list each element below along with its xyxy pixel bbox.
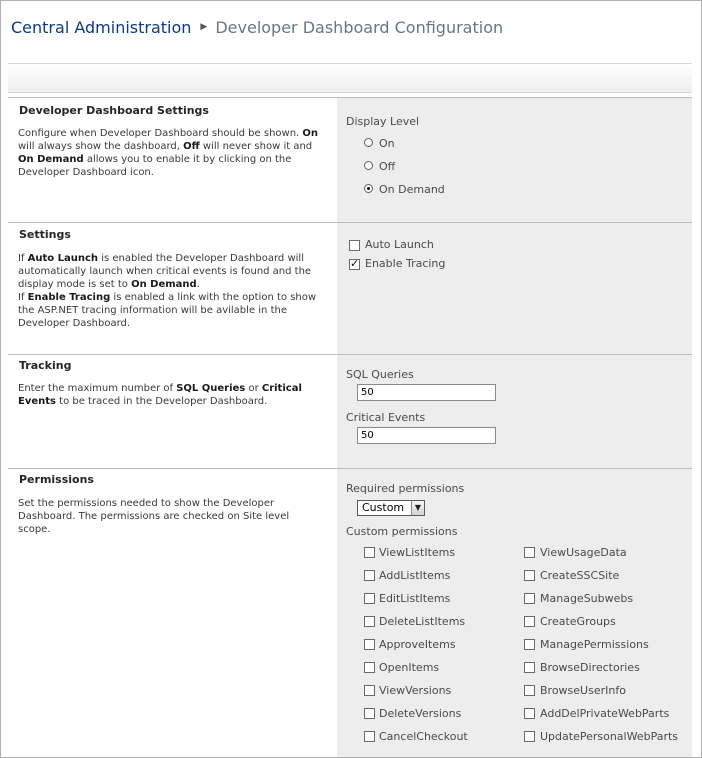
permission-checkbox[interactable] [524, 708, 535, 719]
section-controls-panel [337, 223, 692, 354]
section-title: Permissions [19, 473, 94, 486]
permission-label[interactable]: OpenItems [379, 661, 440, 674]
auto-launch-label[interactable]: Auto Launch [365, 238, 434, 251]
permission-label[interactable]: ViewUsageData [540, 546, 627, 559]
section-description: Configure when Developer Dashboard should be shown. On will always show the dashboard, Off will never show it and On Demand allows you to enable it by clicking on the Developer Dashboard icon. [18, 128, 319, 178]
sql-queries-label: SQL Queries [346, 368, 414, 381]
section-description: Enter the maximum number of SQL Queries or Critical Events to be traced in the Developer Dashboard. [18, 383, 302, 407]
permission-label[interactable]: DeleteListItems [379, 615, 466, 628]
permission-label[interactable]: UpdatePersonalWebParts [540, 730, 679, 743]
section-settings [8, 222, 692, 354]
radio-off[interactable] [364, 161, 373, 170]
permission-checkbox[interactable] [524, 616, 535, 627]
sql-queries-input[interactable]: 50 [357, 384, 496, 401]
permission-checkbox[interactable] [364, 616, 375, 627]
required-permissions-select[interactable] [357, 500, 425, 516]
permission-checkbox[interactable] [524, 731, 535, 742]
radio-on-label[interactable]: On [379, 137, 395, 150]
permission-checkbox[interactable] [524, 639, 535, 650]
page-title: Developer Dashboard Configuration [215, 17, 504, 37]
critical-events-label: Critical Events [346, 411, 426, 424]
permission-checkbox[interactable] [524, 662, 535, 673]
custom-permissions-label: Custom permissions [346, 525, 458, 538]
breadcrumb [11, 15, 503, 39]
permission-label[interactable]: EditListItems [379, 592, 451, 605]
permission-label[interactable]: CancelCheckout [379, 730, 468, 743]
section-dashboard-settings [8, 97, 692, 222]
permission-label[interactable]: CreateSSCSite [540, 569, 620, 582]
permission-checkbox[interactable] [364, 570, 375, 581]
permission-label[interactable]: AddListItems [379, 569, 451, 582]
section-title: Settings [19, 228, 71, 241]
settings-form [8, 97, 692, 758]
auto-launch-checkbox[interactable] [349, 240, 360, 251]
permission-label[interactable]: DeleteVersions [379, 707, 462, 720]
enable-tracing-label[interactable]: Enable Tracing [365, 257, 446, 270]
breadcrumb-root-link[interactable]: Central Administration [11, 17, 192, 37]
section-title: Tracking [19, 359, 72, 372]
permission-label[interactable]: ApproveItems [379, 638, 456, 651]
permission-checkbox[interactable] [524, 593, 535, 604]
permission-label[interactable]: ViewListItems [379, 546, 456, 559]
section-description: If Auto Launch is enabled the Developer Dashboard will automatically launch when critical events is found and the display mode is set to On Demand. If Enable Tracing is enabled a link with the option to show the ASP.NET tracing information will be avilable in the Developer Dashboard. [18, 253, 317, 329]
section-controls-panel [337, 98, 692, 222]
permission-checkbox[interactable] [524, 570, 535, 581]
permission-label[interactable]: AddDelPrivateWebParts [540, 707, 670, 720]
display-level-label: Display Level [346, 115, 420, 128]
required-permissions-label: Required permissions [346, 482, 465, 495]
permission-label[interactable]: ManagePermissions [540, 638, 649, 651]
permission-checkbox[interactable] [364, 662, 375, 673]
breadcrumb-separator-icon: ▶ [200, 22, 208, 32]
permission-checkbox[interactable] [364, 685, 375, 696]
radio-on[interactable] [364, 138, 373, 147]
critical-events-input[interactable]: 50 [357, 427, 496, 444]
enable-tracing-checkbox[interactable] [349, 259, 360, 270]
section-permissions [8, 468, 692, 758]
permission-label[interactable]: CreateGroups [540, 615, 616, 628]
dropdown-arrow-icon[interactable]: ▼ [411, 501, 424, 515]
section-title: Developer Dashboard Settings [19, 104, 209, 117]
permission-checkbox[interactable] [364, 547, 375, 558]
permission-label[interactable]: BrowseDirectories [540, 661, 640, 674]
section-controls-panel [337, 355, 692, 468]
radio-on-demand-label[interactable]: On Demand [379, 183, 445, 196]
permission-checkbox[interactable] [364, 639, 375, 650]
section-description: Set the permissions needed to show the Developer Dashboard. The permissions are checked on Site level scope. [18, 498, 290, 535]
required-permissions-value: Custom [362, 501, 405, 514]
permission-checkbox[interactable] [364, 731, 375, 742]
permission-label[interactable]: ViewVersions [379, 684, 452, 697]
section-tracking [8, 354, 692, 468]
permission-checkbox[interactable] [524, 685, 535, 696]
permission-label[interactable]: ManageSubwebs [540, 592, 634, 605]
section-description-panel [8, 469, 336, 758]
section-controls-panel [337, 469, 692, 758]
section-description-panel [8, 355, 336, 468]
section-description-panel [8, 98, 336, 222]
permission-label[interactable]: BrowseUserInfo [540, 684, 626, 697]
section-description-panel [8, 223, 336, 354]
radio-off-label[interactable]: Off [379, 160, 396, 173]
toolbar [8, 63, 692, 93]
radio-on-demand[interactable] [364, 184, 373, 193]
permission-checkbox[interactable] [364, 708, 375, 719]
permission-checkbox[interactable] [524, 547, 535, 558]
permission-checkbox[interactable] [364, 593, 375, 604]
